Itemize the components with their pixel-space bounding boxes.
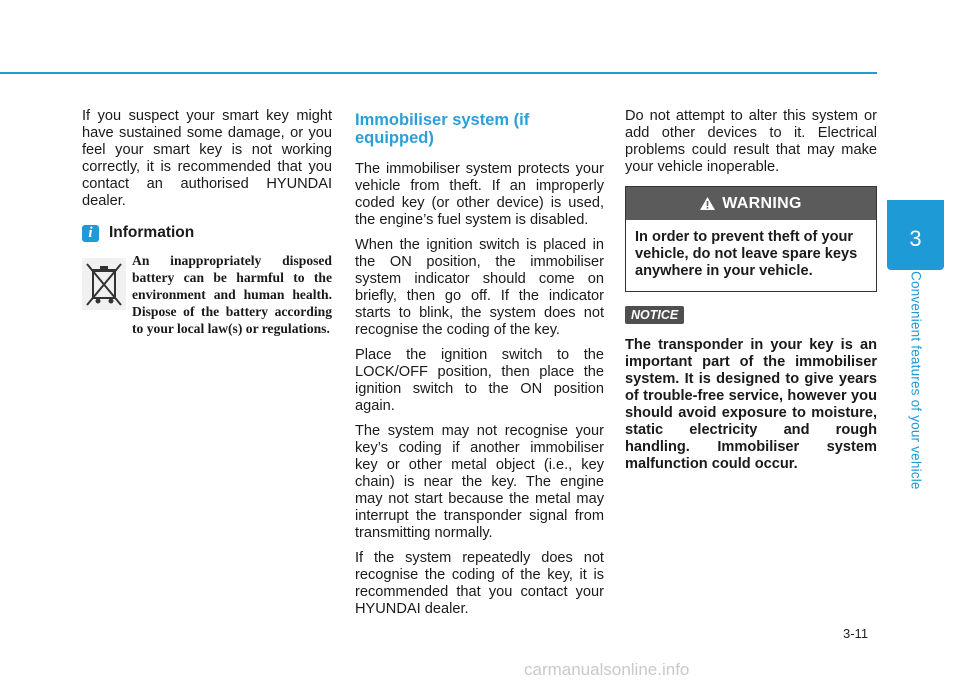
warning-text: In order to prevent theft of your vehicle, do not leave spare keys anywhere in your vehicle. (635, 229, 858, 279)
header-rule (0, 72, 877, 74)
do-not-alter-paragraph: Do not attempt to alter this system or add other devices to it. Electrical problems could result that may make your vehicle inoperable. (625, 108, 877, 175)
crossed-out-bin-icon (82, 258, 126, 310)
immobiliser-paragraph: When the ignition switch is placed in the ON position, the immobiliser system indicator should come on briefly, then go off. If the indicator starts to blink, the system does not recognise the coding of the key. (355, 237, 604, 338)
information-title: Information (109, 224, 195, 241)
watermark: carmanualsonline.info (524, 660, 690, 679)
warning-triangle-icon (700, 197, 715, 210)
page-number: 3-11 (843, 626, 869, 641)
info-icon: i (82, 225, 99, 242)
column-right (625, 108, 877, 473)
chapter-tab: 3 (887, 210, 944, 270)
smart-key-damage-paragraph: If you suspect your smart key might have sustained some damage, or you feel your smart key is not working correctly, it is recommended that you contact an authorised HYUNDAI dealer. (82, 108, 332, 209)
immobiliser-paragraph: Place the ignition switch to the LOCK/OFF position, then place the ignition switch to the ON position again. (355, 347, 604, 414)
immobiliser-paragraph: The immobiliser system protects your vehicle from theft. If an improperly coded key (or other device) is used, the engine’s fuel system is disabled. (355, 161, 604, 228)
immobiliser-paragraph: The system may not recognise your key’s coding if another immobiliser key or other metal object (i.e., key chain) is near the key. The engine may not start because the metal may interrupt the transponder signal from transmitting normally. (355, 423, 604, 541)
notice-badge: NOTICE (625, 306, 684, 324)
information-body (82, 252, 332, 337)
warning-label: WARNING (722, 194, 802, 212)
warning-header (626, 187, 876, 220)
notice-text: The transponder in your key is an important part of the immobiliser system. It is designed to give years of trouble-free service, however you should avoid exposure to moisture, static electricity and rough handling. Immobiliser system malfunction could occur. (625, 337, 877, 472)
immobiliser-paragraph: If the system repeatedly does not recognise the coding of the key, it is recommended that you contact your HYUNDAI dealer. (355, 550, 604, 617)
chapter-label: Convenient features of your vehicle (908, 270, 924, 490)
information-heading (82, 224, 332, 242)
immobiliser-section-title: Immobiliser system (if equipped) (355, 111, 530, 147)
warning-box (625, 186, 877, 292)
column-middle (355, 111, 604, 626)
column-left (82, 108, 332, 337)
battery-disposal-text: An inappropriately disposed battery can be harmful to the environment and human health. Dispose of the battery according to your local law(s) or regulations. (132, 253, 332, 336)
